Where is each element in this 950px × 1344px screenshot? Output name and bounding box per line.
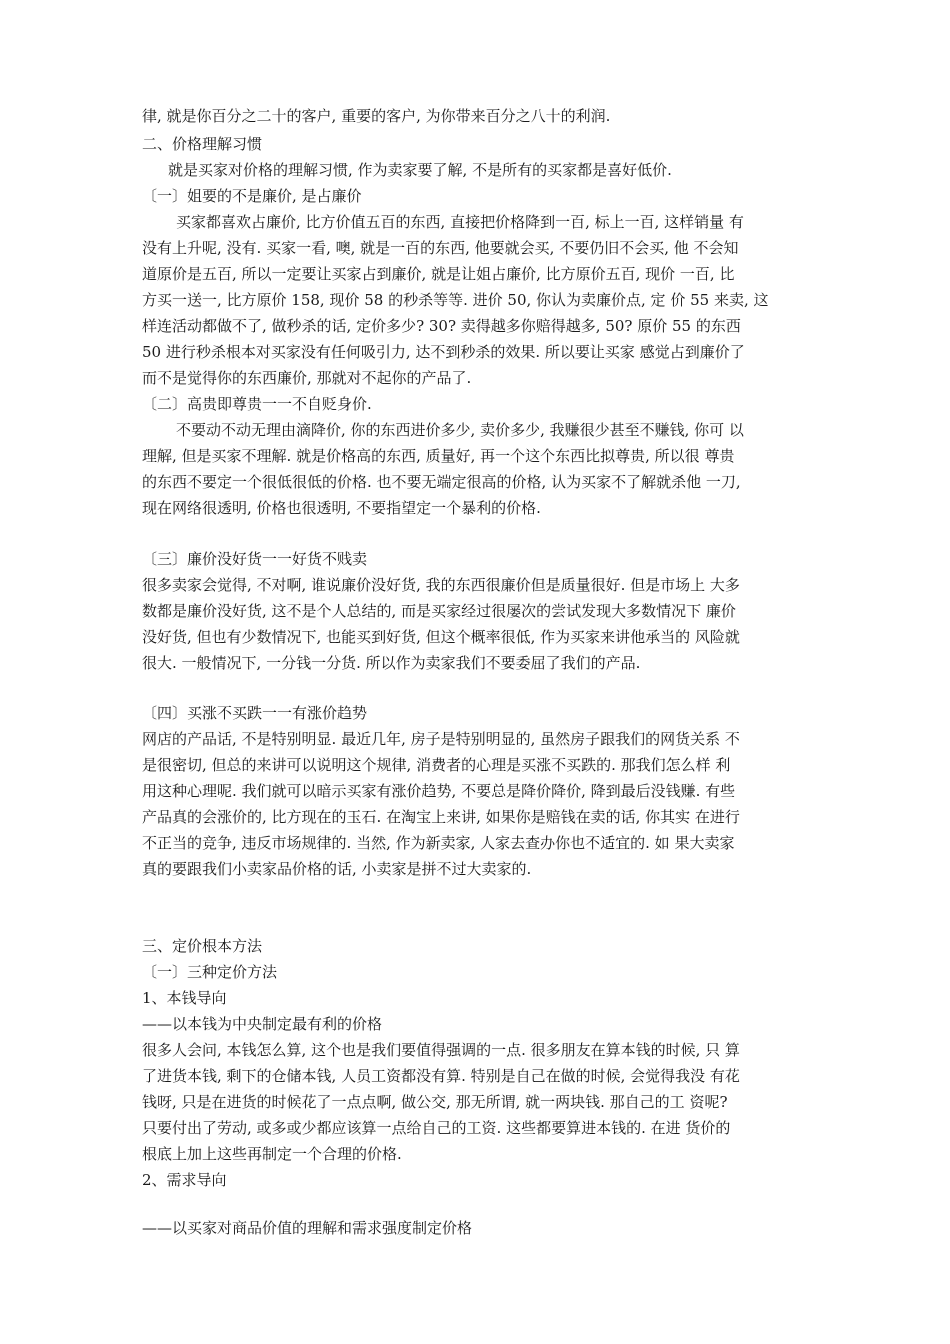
text-line: 没有上升呢, 没有. 买家一看, 噢, 就是一百的东西, 他要就会买, 不要仍旧不会买, 他 不会知 [142, 239, 739, 257]
text-line: 用这种心理呢. 我们就可以暗示买家有涨价趋势, 不要总是降价降价, 降到最后没钱赚. 有些 [142, 782, 736, 800]
text-line: 而不是觉得你的东西廉价, 那就对不起你的产品了. [142, 369, 472, 387]
list-heading: 2、需求导向 [142, 1171, 227, 1189]
text-line: 真的要跟我们小卖家品价格的话, 小卖家是拼不过大卖家的. [142, 860, 532, 878]
text-line: 只要付出了劳动, 或多或少都应该算一点给自己的工资. 这些都要算进本钱的. 在进 货价的 [142, 1119, 731, 1137]
subsection-heading: 〔二〕高贵即尊贵一一不自贬身价. [142, 395, 372, 413]
text-line: ——以买家对商品价值的理解和需求强度制定价格 [142, 1219, 473, 1237]
text-line: 的东西不要定一个很低很低的价格. 也不要无端定很高的价格, 认为买家不了解就杀他 一刀, [142, 473, 741, 491]
subsection-heading: 〔一〕姐要的不是廉价, 是占廉价 [142, 187, 362, 205]
text-line: 没好货, 但也有少数情况下, 也能买到好货, 但这个概率很低, 作为买家来讲他承当的 风险就 [142, 628, 740, 646]
text-line: 很大. 一般情况下, 一分钱一分货. 所以作为卖家我们不要委屈了我们的产品. [142, 654, 641, 672]
text-line: ——以本钱为中央制定最有利的价格 [142, 1015, 383, 1033]
list-heading: 1、本钱导向 [142, 989, 227, 1007]
text-line: 样连活动都做不了, 做秒杀的话, 定价多少? 30? 卖得越多你赔得越多, 50? 原价 55 的东西 [142, 317, 741, 335]
text-line: 不正当的竞争, 违反市场规律的. 当然, 作为新卖家, 人家去查办你也不适宜的. 如 果大卖家 [142, 834, 735, 852]
text-line: 就是买家对价格的理解习惯, 作为卖家要了解, 不是所有的买家都是喜好低价. [168, 161, 672, 179]
text-line: 不要动不动无理由滴降价, 你的东西进价多少, 卖价多少, 我赚很少甚至不赚钱, 你可 以 [176, 421, 744, 439]
text-line: 根底上加上这些再制定一个合理的价格. [142, 1145, 402, 1163]
text-line: 50 进行秒杀根本对买家没有任何吸引力, 达不到秒杀的效果. 所以要让买家 感觉占到廉价了 [142, 343, 745, 361]
text-line: 方买一送一, 比方原价 158, 现价 58 的秒杀等等. 进价 50, 你认为卖廉价点, 定 价 55 来卖, 这 [142, 291, 769, 309]
text-line: 现在网络很透明, 价格也很透明, 不要指望定一个暴利的价格. [142, 499, 541, 517]
text-line: 理解, 但是买家不理解. 就是价格高的东西, 质量好, 再一个这个东西比拟尊贵, 所以很 尊贵 [142, 447, 735, 465]
subsection-heading: 〔四〕买涨不买跌一一有涨价趋势 [142, 704, 368, 722]
text-line: 网店的产品话, 不是特别明显. 最近几年, 房子是特别明显的, 虽然房子跟我们的网货关系 不 [142, 730, 740, 748]
text-line: 律, 就是你百分之二十的客户, 重要的客户, 为你带来百分之八十的利润. [142, 107, 611, 125]
text-line: 是很密切, 但总的来讲可以说明这个规律, 消费者的心理是买涨不买跌的. 那我们怎么样 利 [142, 756, 731, 774]
text-line: 钱呀, 只是在进货的时候花了一点点啊, 做公交, 那无所谓, 就一两块钱. 那自己的工 资呢? [142, 1093, 728, 1111]
text-line: 道原价是五百, 所以一定要让买家占到廉价, 就是让姐占廉价, 比方原价五百, 现价 一百, 比 [142, 265, 735, 283]
text-line: 产品真的会涨价的, 比方现在的玉石. 在淘宝上来讲, 如果你是赔钱在卖的话, 你其实 在进行 [142, 808, 740, 826]
subsection-heading: 〔一〕三种定价方法 [142, 963, 278, 981]
text-line: 数都是廉价没好货, 这不是个人总结的, 而是买家经过很屡次的尝试发现大多数情况下 廉价 [142, 602, 736, 620]
text-line: 买家都喜欢占廉价, 比方价值五百的东西, 直接把价格降到一百, 标上一百, 这样销量 有 [176, 213, 744, 231]
text-line: 很多人会问, 本钱怎么算, 这个也是我们要值得强调的一点. 很多朋友在算本钱的时候, 只 算 [142, 1041, 740, 1059]
section-heading: 二、价格理解习惯 [142, 135, 263, 153]
section-heading: 三、定价根本方法 [142, 937, 263, 955]
subsection-heading: 〔三〕廉价没好货一一好货不贱卖 [142, 550, 368, 568]
text-line: 了进货本钱, 剩下的仓储本钱, 人员工资都没有算. 特别是自己在做的时候, 会觉得我没 有花 [142, 1067, 740, 1085]
text-line: 很多卖家会觉得, 不对啊, 谁说廉价没好货, 我的东西很廉价但是质量很好. 但是市场上 大多 [142, 576, 740, 594]
